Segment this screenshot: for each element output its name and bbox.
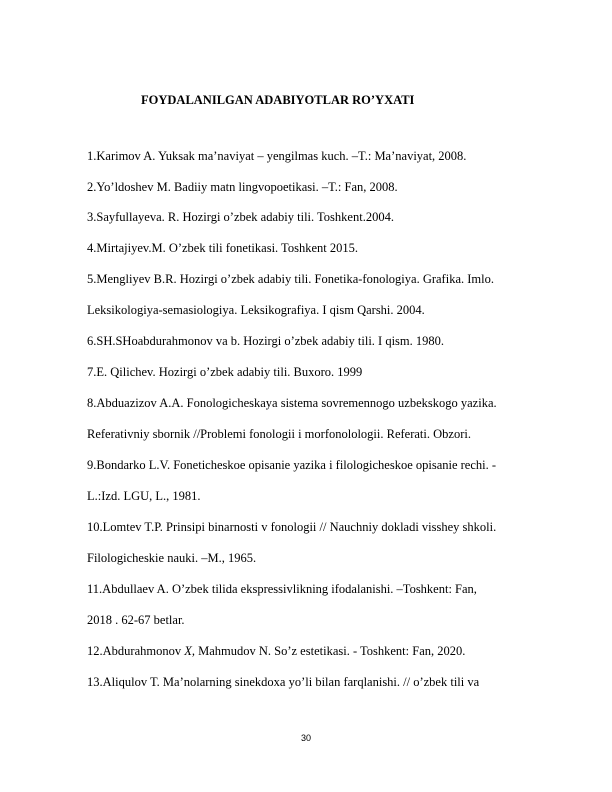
reference-line: L.:Izd. LGU, L., 1981. [87, 489, 201, 503]
reference-line: 8.Abduazizov A.A. Fonologicheskaya sistema sovremennogo uzbekskogo yazika. [87, 396, 497, 410]
reference-line: 2018 . 62-67 betlar. [87, 613, 185, 627]
reference-line: 7.E. Qilichev. Hozirgi o’zbek adabiy tili. Buxoro. 1999 [87, 365, 363, 379]
reference-line: 10.Lomtev T.P. Prinsipi binarnosti v fonologii // Nauchniy dokladi visshey shkoli. [87, 520, 497, 534]
reference-text: Mahmudov N. So’z estetikasi. - Toshkent: Fan, 2020. [194, 644, 466, 658]
reference-italic-text: X, [184, 644, 195, 658]
reference-line: Referativniy sbornik //Problemi fonologii i morfonolologii. Referati. Obzori. [87, 427, 471, 441]
reference-line: 5.Mengliyev B.R. Hozirgi o’zbek adabiy tili. Fonetika-fonologiya. Grafika. Imlo. [87, 272, 494, 286]
reference-line: 1.Karimov A. Yuksak ma’naviyat – yengilmas kuch. –T.: Ma’naviyat, 2008. [87, 149, 467, 163]
reference-line: 9.Bondarko L.V. Foneticheskoe opisanie yazika i filologicheskoe opisanie rechi. - [87, 458, 497, 472]
reference-text: 12.Abdurahmonov [87, 644, 185, 658]
reference-line: 13.Aliqulov T. Ma’nolarning sinekdoxa yo’li bilan farqlanishi. // o’zbek tili va [87, 675, 480, 689]
reference-line: 11.Abdullaev A. O’zbek tilida ekspressivlikning ifodalanishi. –Toshkent: Fan, [87, 582, 477, 596]
page-number: 30 [300, 733, 311, 743]
reference-line: 3.Sayfullayeva. R. Hozirgi o’zbek adabiy tili. Toshkent.2004. [87, 210, 394, 224]
page-title: FOYDALANILGAN ADABIYOTLAR RO’YXATI [141, 93, 415, 107]
reference-line [87, 644, 465, 659]
reference-line: 6.SH.SHoabdurahmonov va b. Hozirgi o’zbek adabiy tili. I qism. 1980. [87, 334, 445, 348]
reference-line: 2.Yo’ldoshev M. Badiiy matn lingvopoetikasi. –T.: Fan, 2008. [87, 180, 398, 194]
reference-line: Leksikologiya-semasiologiya. Leksikografiya. I qism Qarshi. 2004. [87, 303, 425, 317]
reference-line: Filologicheskie nauki. –M., 1965. [87, 551, 257, 565]
reference-line: 4.Mirtajiyev.M. O’zbek tili fonetikasi. Toshkent 2015. [87, 241, 358, 255]
